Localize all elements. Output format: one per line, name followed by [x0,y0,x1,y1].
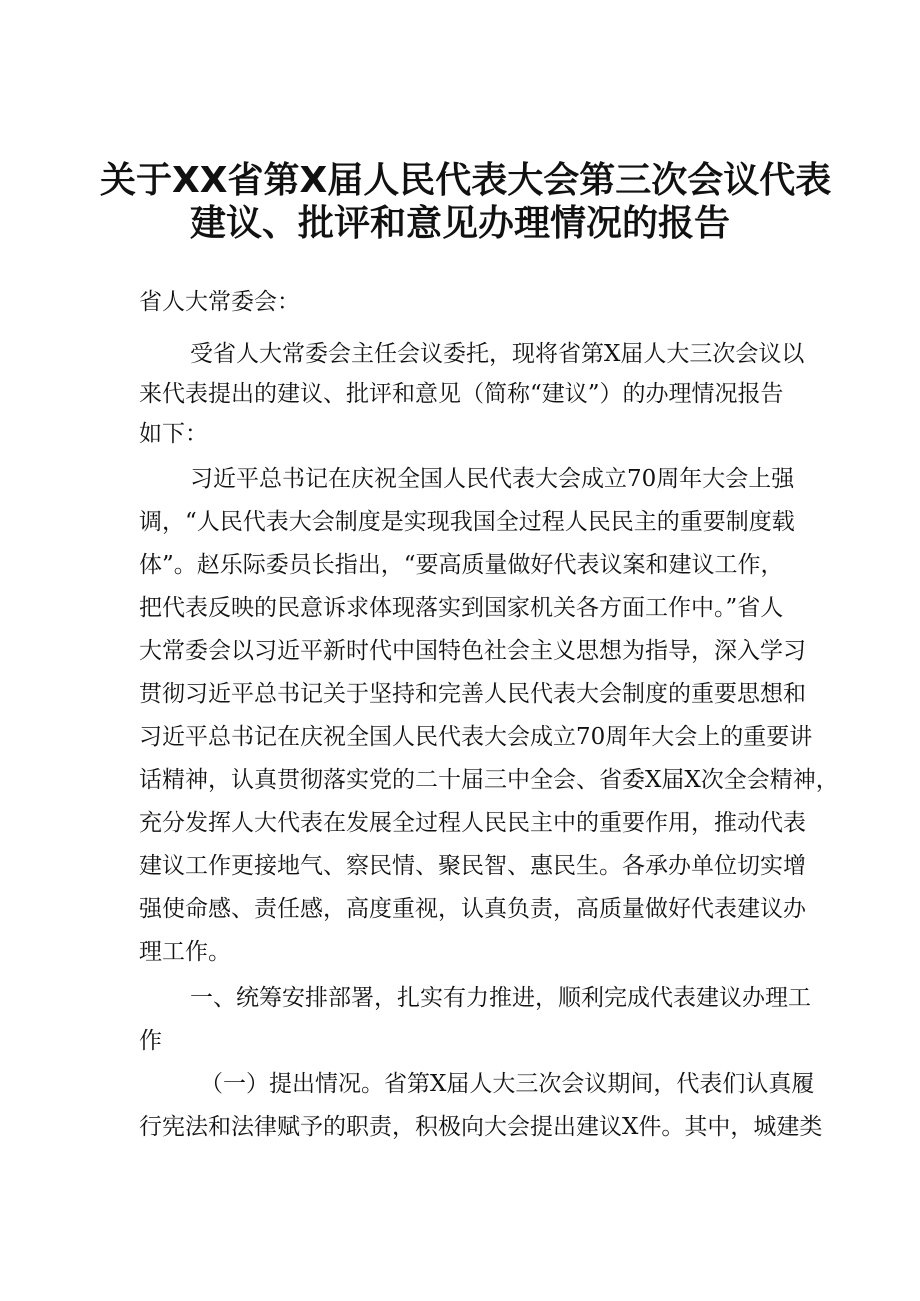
paragraph-line: 话精神，认真贯彻落实党的二十届三中全会、省委X届X次全会精神， [139,767,839,793]
salutation: 省人大常委会： [139,289,300,315]
paragraph-line: 习近平总书记在庆祝全国人民代表大会成立70周年大会上的重要讲 [139,724,813,750]
paragraph-line: 习近平总书记在庆祝全国人民代表大会成立70周年大会上强 [190,466,795,492]
section-heading-line: 作 [139,1028,162,1054]
paragraph-line: 充分发挥人大代表在发展全过程人民民主中的重要作用，推动代表 [139,810,806,836]
paragraph-line: 强使命感、责任感，高度重视，认真负责，高质量做好代表建议办 [139,896,806,922]
paragraph-line: 来代表提出的建议、批评和意见（简称“建议”）的办理情况报告 [139,381,784,407]
section-heading-line: 一、统筹安排部署，扎实有力推进，顺利完成代表建议办理工 [190,985,811,1011]
paragraph-line: 把代表反映的民意诉求体现落实到国家机关各方面工作中。”省人 [139,595,784,621]
paragraph-line: 如下： [139,421,208,447]
paragraph-line: 体”。赵乐际委员长指出，“要高质量做好代表议案和建议工作， [139,552,784,578]
paragraph-line: 建议工作更接地气、察民情、聚民智、惠民生。各承办单位切实增 [139,853,806,879]
document-title-line-1: 关于XX省第X届人民代表大会第三次会议代表 [100,160,832,201]
paragraph-line: 行宪法和法律赋予的职责，积极向大会提出建议X件。其中，城建类 [139,1114,823,1140]
paragraph-line: 贯彻习近平总书记关于坚持和完善人民代表大会制度的重要思想和 [139,681,806,707]
paragraph-line: （一）提出情况。省第X届人大三次会议期间，代表们认真履 [200,1071,815,1097]
paragraph-line: 调，“人民代表大会制度是实现我国全过程人民民主的重要制度载 [139,509,795,535]
document-title-line-2: 建议、批评和意见办理情况的报告 [189,203,730,244]
paragraph-line: 受省人大常委会主任会议委托，现将省第X届人大三次会议以 [190,341,805,367]
paragraph-line: 大常委会以习近平新时代中国特色社会主义思想为指导，深入学习 [139,638,806,664]
paragraph-line: 理工作。 [139,939,231,965]
